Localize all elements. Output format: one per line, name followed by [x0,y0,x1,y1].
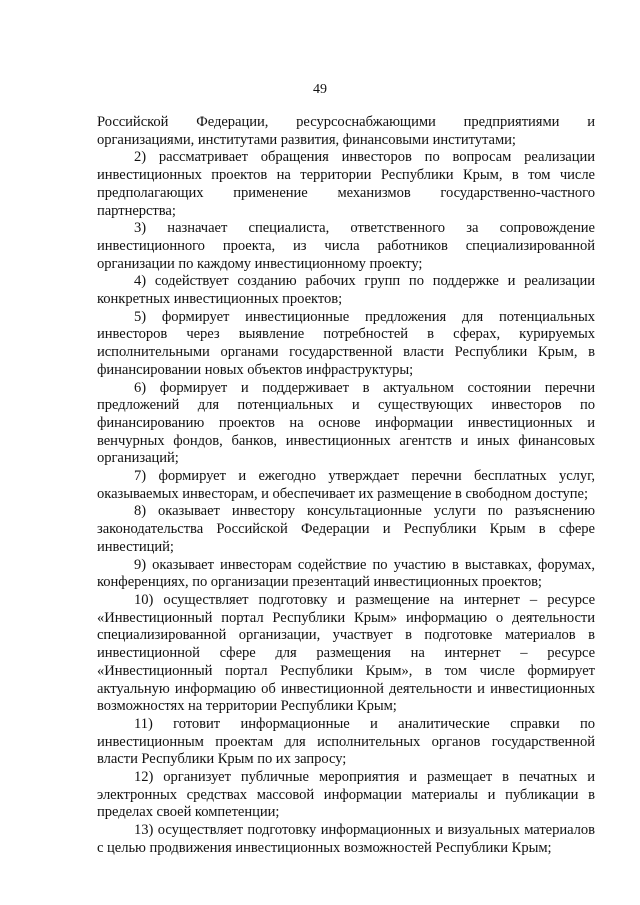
list-item-6: 6) формирует и поддерживает в актуальном состоянии перечни предложений для потенциальных и существующих инвесторов по финансированию проектов на основе информации инвестиционных и венчурных фондов, банков, инвестиционных агентств и иных финансовых организаций; [97,379,595,467]
list-item-11: 11) готовит информационные и аналитические справки по инвестиционным проектам для исполнительных органов государственной власти Республики Крым по их запросу; [97,715,595,768]
list-item-7: 7) формирует и ежегодно утверждает перечни бесплатных услуг, оказываемых инвесторам, и обеспечивает их размещение в свободном доступе; [97,468,595,502]
list-item-8: 8) оказывает инвестору консультационные услуги по разъяснению законодательства Российской Федерации и Республики Крым в сфере инвестиций; [97,503,595,555]
paragraph-continuation: Российской Федерации, ресурсоснабжающими предприятиями и организациями, институтами развития, финансовыми институтами; [97,114,595,148]
list-item-5: 5) формирует инвестиционные предложения для потенциальных инвесторов через выявление потребностей в сферах, курируемых исполнительными органами государственной власти Республики Крым, в финансировании новых объектов инфраструктуры; [97,308,595,378]
list-item-12: 12) организует публичные мероприятия и размещает в печатных и электронных средствах массовой информации материалы и публикации в пределах своей компетенции; [97,769,595,821]
list-item-10: 10) осуществляет подготовку и размещение на интернет – ресурсе «Инвестиционный портал Республики Крым» информацию о деятельности специализированной организации, участвует в подготовке материалов в инвестиционной сфере для размещения на интернет – ресурсе «Инвестиционный портал Республики Крым», в том числе формирует актуальную информацию об инвестиционной деятельности и инвестиционных возможностях на территории Республики Крым; [97,591,595,715]
list-item-2: 2) рассматривает обращения инвесторов по вопросам реализации инвестиционных проектов на территории Республики Крым, в том числе предполагающих применение механизмов государственно-частного партнерства; [97,149,595,219]
list-item-3: 3) назначает специалиста, ответственного за сопровождение инвестиционного проекта, из числа работников специализированной организации по каждому инвестиционному проекту; [97,220,595,272]
list-item-9: 9) оказывает инвесторам содействие по участию в выставках, форумах, конференциях, по организации презентаций инвестиционных проектов; [97,556,595,591]
page-number: 49 [313,82,327,97]
list-item-4: 4) содействует созданию рабочих групп по поддержке и реализации конкретных инвестиционных проектов; [97,273,595,308]
list-item-13: 13) осуществляет подготовку информационных и визуальных материалов с целью продвижения инвестиционных возможностей Республики Крым; [97,822,595,856]
document-body [97,114,595,858]
